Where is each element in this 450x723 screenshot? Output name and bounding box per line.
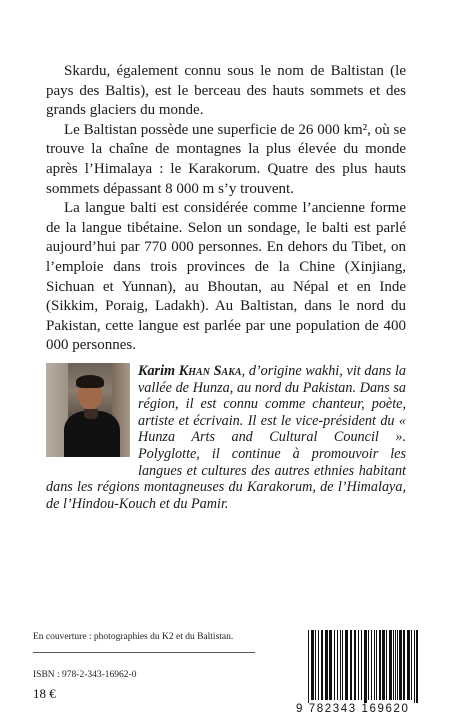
isbn: ISBN : 978-2-343-16962-0	[33, 670, 137, 680]
paragraph-balti-language: La langue balti est considérée comme l’ancienne forme de la langue tibétaine. Selon un sondage, le balti est parlé aujourd’hui par 770 000 personnes. En dehors du Tibet, on l’emploie dans trois provinces de la Chine (Xinjiang, Sichuan et Yunnan), au Bhoutan, au Népal et en Inde (Sikkim, Poraig, Ladakh). Au Baltistan, dans le nord du Pakistan, cette langue est parlée par une population de 400 000 personnes.	[46, 200, 406, 354]
paragraph-baltistan: Le Baltistan possède une superficie de 26 000 km², où se trouve la chaîne de montagnes la plus élevée du monde après l’Himalaya : le Karakorum. Quatre des plus hauts sommets dépassant 8 000 m s’y trouvent.	[46, 121, 406, 197]
author-last-name: Khan Saka	[178, 363, 242, 379]
paragraph-skardu: Skardu, également connu sous le nom de Baltistan (le pays des Baltis), est le berceau des hauts sommets et des grands glaciers du monde.	[46, 63, 406, 119]
author-photo	[46, 363, 130, 457]
cover-credit: En couverture : photographies du K2 et du Baltistan.	[33, 632, 234, 642]
author-section	[46, 363, 406, 512]
author-first-name: Karim	[138, 363, 176, 379]
author-bio-text: , d’origine wakhi, vit dans la vallée de Hunza, au nord du Pakistan. Dans sa région, il est connu comme chanteur, poète, artiste et écrivain. Il est le vice-président du « Hunza Arts and Cultural Council ». Polyglotte, il continue à promouvoir les langues et cultures des autres ethnies habitant dans les régions montagneuses du Karakorum, de l’Himalaya, de l’Hindou-Kouch et du Pamir.	[46, 363, 406, 512]
price: 18 €	[33, 686, 56, 701]
barcode-number: 9 782343 169620	[296, 703, 424, 715]
barcode	[296, 630, 424, 716]
barcode-bars	[296, 630, 424, 706]
divider	[33, 652, 255, 653]
back-cover-text	[46, 62, 406, 356]
